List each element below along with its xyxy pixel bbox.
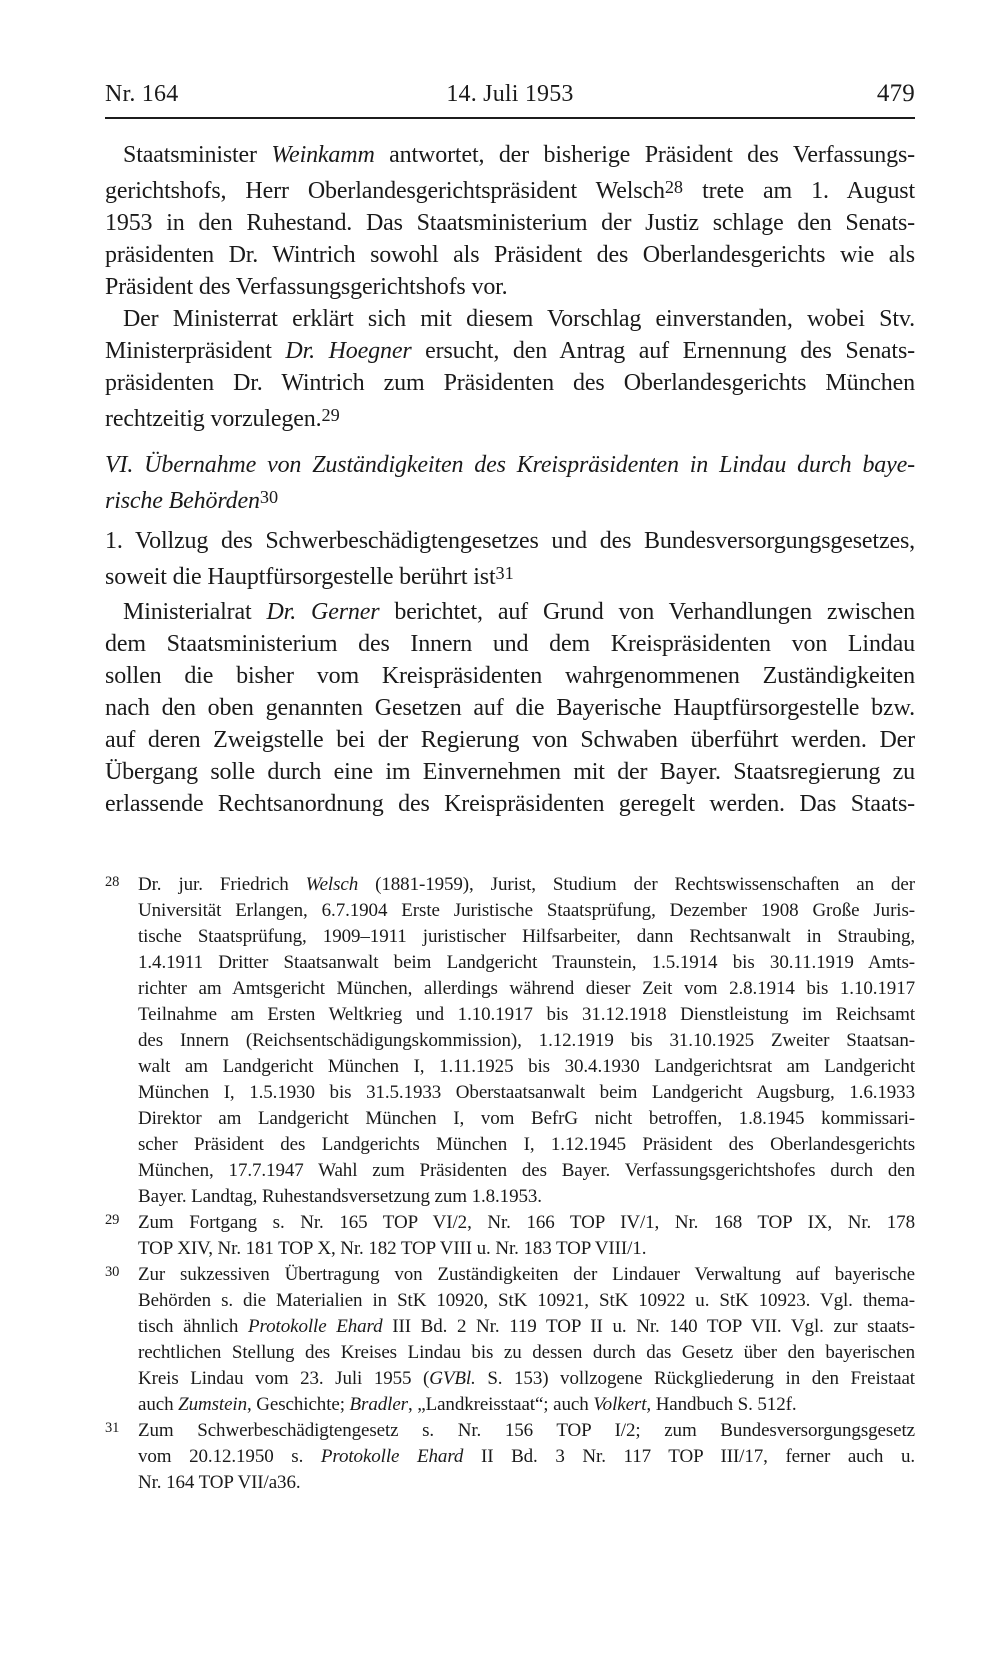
text-segment: Nr. 164 TOP VII/a36. (138, 1472, 301, 1494)
text-segment: Zum Fortgang s. Nr. 165 TOP VI/2, Nr. 166 TOP IV/1, Nr. 168 TOP IX, Nr. 178 (138, 1212, 915, 1234)
text-segment: II Bd. 3 Nr. 117 TOP III/17, ferner auch u. (463, 1446, 916, 1468)
footnote-text (138, 1210, 915, 1262)
text-line (105, 239, 915, 271)
section-subheading (105, 525, 915, 593)
text-line (138, 1210, 915, 1236)
text-segment: Bayer. Landtag, Ruhestandsversetzung zum 1.8.1953. (138, 1186, 542, 1208)
text-segment: 1.4.1911 Dritter Staatsanwalt beim Landgericht Traunstein, 1.5.1914 bis 30.11.1919 Amts- (138, 952, 915, 974)
section-heading (105, 449, 915, 517)
text-line (105, 628, 915, 660)
footnote-text (138, 1418, 915, 1496)
text-segment: Der Ministerrat erklärt sich mit diesem Vorschlag einverstanden, wobei Stv. (123, 306, 915, 333)
text-line (138, 1080, 915, 1106)
text-segment: Behörden s. die Materialien in StK 10920, StK 10921, StK 10922 u. StK 10923. Vgl. thema- (138, 1290, 915, 1312)
text-line (105, 481, 915, 517)
text-segment: Präsident des Verfassungsgerichtshofs vor. (105, 274, 508, 301)
text-segment: , Handbuch S. 512f. (646, 1394, 797, 1416)
text-segment: vom 20.12.1950 s. (138, 1446, 321, 1468)
page-header (105, 80, 915, 108)
text-line (105, 139, 915, 171)
text-segment: Staatsminister (123, 142, 272, 168)
text-line (105, 788, 915, 820)
footnote-text (138, 872, 915, 1210)
text-segment: ersucht, den Antrag auf Ernennung des Senats- (411, 338, 915, 365)
text-segment: sollen die bisher vom Kreispräsidenten wahrgenommenen Zuständigkeiten (105, 663, 915, 690)
footnote (105, 1418, 915, 1496)
text-line (138, 1002, 915, 1028)
text-segment: präsidenten Dr. Wintrich zum Präsidenten des Oberlandesgerichts München (105, 370, 915, 397)
text-line (105, 756, 915, 788)
text-segment: auch (138, 1394, 179, 1416)
text-segment: erlassende Rechtsanordnung des Kreispräsidenten geregelt werden. Das Staats- (105, 791, 915, 818)
text-line (138, 898, 915, 924)
text-segment: , Geschichte; (247, 1394, 350, 1416)
text-line (105, 399, 915, 435)
footnote-ref: 29 (321, 405, 340, 426)
text-segment: rische Behörden (105, 488, 260, 515)
text-segment: Universität Erlangen, 6.7.1904 Erste Juristische Staatsprüfung, Dezember 1908 Große Juris- (138, 900, 915, 922)
text-segment: Dr. Hoegner (285, 338, 412, 365)
footnote-ref: 28 (664, 177, 684, 197)
footnote-ref: 31 (495, 563, 514, 584)
text-segment: , „Landkreisstaat“; auch (407, 1394, 594, 1416)
text-segment: Übergang solle durch eine im Einvernehmen mit der Bayer. Staatsregierung zu (105, 759, 915, 786)
text-line (138, 1236, 915, 1262)
text-line (105, 449, 915, 481)
text-line (138, 872, 915, 898)
text-segment: rechtlichen Stellung des Kreises Lindau bis zu dessen durch das Gesetz über den bayerischen (138, 1342, 915, 1364)
footnote (105, 1262, 915, 1418)
footnote (105, 872, 915, 1210)
paragraph (105, 139, 915, 303)
text-line (138, 1444, 915, 1470)
text-line (105, 557, 915, 593)
text-segment: Teilnahme am Ersten Weltkrieg und 1.10.1917 bis 31.12.1918 Dienstleistung im Reichsamt (138, 1004, 915, 1026)
text-segment: S. 153) vollzogene Rückgliederung in den Freistaat (475, 1368, 915, 1390)
text-segment: Bradler (349, 1394, 408, 1416)
text-line (138, 1418, 915, 1444)
text-line (105, 525, 915, 557)
text-segment: München, 17.7.1947 Wahl zum Präsidenten des Bayer. Verfassungsgerichtshofes durch den (138, 1160, 915, 1182)
text-segment: tische Staatsprüfung, 1909–1911 juristischer Hilfsarbeiter, dann Rechtsanwalt in Straubing, (138, 926, 915, 948)
text-line (138, 1340, 915, 1366)
text-line (138, 1106, 915, 1132)
text-segment: antwortet, der bisherige Präsident des Verfassungs- (374, 142, 915, 168)
text-line (105, 303, 915, 335)
text-segment: München I, 1.5.1930 bis 31.5.1933 Oberstaatsanwalt beim Landgericht Augsburg, 1.6.1933 (138, 1082, 915, 1104)
text-segment: gerichtshofs, Herr Oberlandesgerichtspräsident Welsch (105, 178, 665, 205)
text-segment: auf deren Zweigstelle bei der Regierung von Schwaben überführt werden. Der (105, 727, 915, 754)
footnotes-section (105, 872, 915, 1496)
text-line (105, 335, 915, 367)
text-line (105, 171, 915, 207)
text-line (138, 924, 915, 950)
text-segment: berichtet, auf Grund von Verhandlungen zwischen (379, 599, 915, 626)
text-segment: Direktor am Landgericht München I, vom BefrG nicht betroffen, 1.8.1945 kommissari- (138, 1108, 915, 1130)
text-segment: TOP XIV, Nr. 181 TOP X, Nr. 182 TOP VIII u. Nr. 183 TOP VIII/1. (138, 1238, 647, 1260)
text-segment: Dr. jur. Friedrich (138, 874, 306, 896)
text-segment: 1953 in den Ruhestand. Das Staatsministerium der Justiz schlage den Senats- (105, 210, 915, 237)
footnote-marker: 28 (105, 874, 120, 891)
text-segment: präsidenten Dr. Wintrich sowohl als Präsident des Oberlandesgerichts wie als (105, 242, 915, 269)
text-line (138, 976, 915, 1002)
text-line (138, 1158, 915, 1184)
footnote-marker: 29 (105, 1212, 120, 1229)
text-line (138, 1392, 915, 1418)
text-line (138, 1314, 915, 1340)
footnote-text (138, 1262, 915, 1418)
header-page-number: 479 (876, 80, 915, 107)
text-segment: VI. Übernahme von Zuständigkeiten des Kreispräsidenten in Lindau durch baye- (105, 452, 915, 479)
text-segment: tisch ähnlich (138, 1316, 249, 1338)
text-line (138, 1470, 915, 1496)
text-line (138, 1028, 915, 1054)
text-line (105, 660, 915, 692)
text-segment: GVBl. (429, 1368, 476, 1390)
footnote-ref: 30 (259, 487, 279, 508)
footnote-marker: 30 (105, 1264, 120, 1281)
text-segment: trete am 1. August (683, 178, 916, 205)
text-segment: Ministerpräsident (105, 338, 286, 365)
text-segment: Dr. Gerner (266, 599, 380, 626)
text-segment: Weinkamm (271, 142, 375, 168)
text-line (138, 1262, 915, 1288)
text-line (138, 1366, 915, 1392)
header-issue-number: Nr. 164 (105, 81, 179, 107)
text-segment: Protokolle Ehard (248, 1316, 383, 1338)
paragraph (105, 596, 915, 820)
text-segment: scher Präsident des Landgerichts München I, 1.12.1945 Präsident des Oberlandesgerichts (138, 1134, 915, 1156)
header-rule (105, 117, 915, 119)
text-segment: Protokolle Ehard (320, 1446, 464, 1468)
text-line (138, 1054, 915, 1080)
footnote (105, 1210, 915, 1262)
text-line (138, 1184, 915, 1210)
footnote-marker: 31 (105, 1420, 120, 1437)
text-line (105, 692, 915, 724)
text-segment: Welsch (305, 874, 359, 896)
text-line (138, 1132, 915, 1158)
text-segment: Ministerialrat (123, 599, 267, 626)
text-segment: Volkert (593, 1394, 647, 1416)
text-segment: des Innern (Reichsentschädigungskommission), 1.12.1919 bis 31.10.1925 Zweiter Staatsan- (138, 1030, 915, 1052)
text-segment: Zur sukzessiven Übertragung von Zuständigkeiten der Lindauer Verwaltung auf bayerische (138, 1264, 915, 1286)
text-segment: richter am Amtsgericht München, allerdings während dieser Zeit vom 2.8.1914 bis 1.10.1917 (138, 978, 915, 1000)
text-segment: rechtzeitig vorzulegen. (105, 406, 322, 433)
text-segment: walt am Landgericht München I, 1.11.1925 bis 30.4.1930 Landgerichtsrat am Landgericht (138, 1056, 915, 1078)
body-text (105, 139, 915, 820)
text-line (105, 207, 915, 239)
text-line (105, 596, 915, 628)
text-segment: soweit die Hauptfürsorgestelle berührt ist (105, 564, 496, 591)
text-line (138, 950, 915, 976)
text-segment: dem Staatsministerium des Innern und dem Kreispräsidenten von Lindau (105, 631, 915, 658)
text-segment: Zumstein (178, 1394, 247, 1416)
text-segment: Zum Schwerbeschädigtengesetz s. Nr. 156 TOP I/2; zum Bundesversorgungsgesetz (138, 1420, 915, 1442)
text-segment: III Bd. 2 Nr. 119 TOP II u. Nr. 140 TOP VII. Vgl. zur staats- (382, 1316, 915, 1338)
text-line (105, 724, 915, 756)
text-segment: Kreis Lindau vom 23. Juli 1955 ( (138, 1368, 430, 1390)
text-segment: (1881-1959), Jurist, Studium der Rechtswissenschaften an der (358, 874, 915, 896)
text-line (105, 271, 915, 303)
text-segment: 1. Vollzug des Schwerbeschädigtengesetzes und des Bundesversorgungsgesetzes, (105, 528, 915, 555)
text-line (105, 367, 915, 399)
text-segment: nach den oben genannten Gesetzen auf die Bayerische Hauptfürsorgestelle bzw. (105, 695, 915, 722)
paragraph (105, 303, 915, 435)
header-date: 14. Juli 1953 (446, 81, 574, 107)
text-line (138, 1288, 915, 1314)
